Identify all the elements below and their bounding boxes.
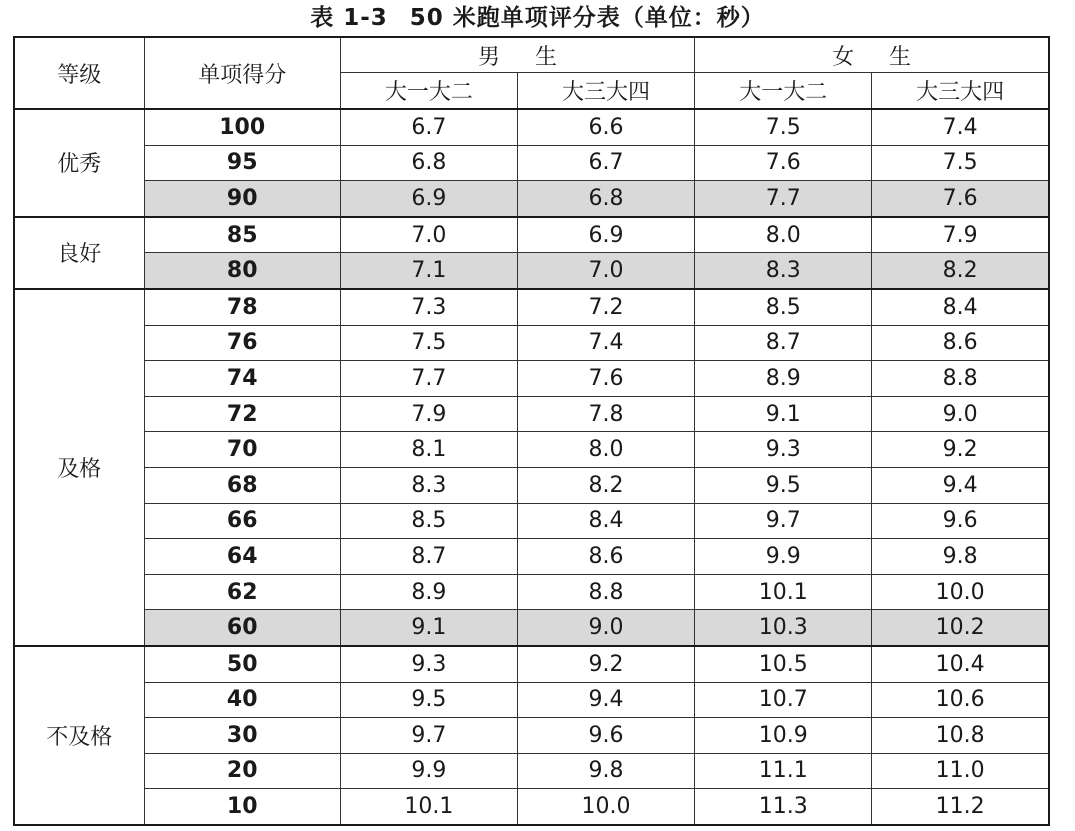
table-row: [14, 289, 1049, 325]
score-cell: 74: [144, 361, 340, 397]
header-score: 单项得分: [144, 37, 340, 109]
score-cell: 10: [144, 789, 340, 825]
female-year34-cell: 7.6: [872, 181, 1049, 217]
score-cell: 64: [144, 539, 340, 575]
level-group: [14, 289, 1049, 646]
header-female: 女 生: [695, 37, 1049, 73]
female-year12-cell: 10.9: [695, 718, 872, 754]
level-group: [14, 217, 1049, 289]
male-year12-cell: 9.3: [340, 646, 517, 682]
male-year34-cell: 9.8: [517, 753, 694, 789]
male-year12-cell: 7.5: [340, 325, 517, 361]
level-cell: 良好: [14, 217, 144, 289]
male-year12-cell: 9.1: [340, 610, 517, 646]
header-male-year34: 大三大四: [517, 73, 694, 110]
level-cell: 及格: [14, 289, 144, 646]
table-row: [14, 539, 1049, 575]
score-cell: 90: [144, 181, 340, 217]
table-row: [14, 789, 1049, 825]
male-year34-cell: 7.4: [517, 325, 694, 361]
male-year34-cell: 6.9: [517, 217, 694, 253]
male-year12-cell: 9.7: [340, 718, 517, 754]
score-cell: 85: [144, 217, 340, 253]
female-year34-cell: 7.4: [872, 109, 1049, 145]
female-year34-cell: 7.9: [872, 217, 1049, 253]
table-row: [14, 181, 1049, 217]
male-year12-cell: 8.3: [340, 467, 517, 503]
header-level: 等级: [14, 37, 144, 109]
score-cell: 78: [144, 289, 340, 325]
female-year34-cell: 8.2: [872, 253, 1049, 289]
male-year12-cell: 10.1: [340, 789, 517, 825]
table-row: [14, 682, 1049, 718]
table-row: [14, 217, 1049, 253]
female-year12-cell: 9.3: [695, 432, 872, 468]
female-year34-cell: 10.2: [872, 610, 1049, 646]
male-year12-cell: 6.9: [340, 181, 517, 217]
level-cell: 优秀: [14, 109, 144, 217]
table-header: [14, 37, 1049, 109]
female-year34-cell: 7.5: [872, 145, 1049, 181]
female-year34-cell: 9.4: [872, 467, 1049, 503]
female-year12-cell: 7.7: [695, 181, 872, 217]
header-female-year12: 大一大二: [695, 73, 872, 110]
score-cell: 60: [144, 610, 340, 646]
score-cell: 30: [144, 718, 340, 754]
male-year34-cell: 9.0: [517, 610, 694, 646]
score-cell: 80: [144, 253, 340, 289]
female-year34-cell: 9.8: [872, 539, 1049, 575]
table-row: [14, 396, 1049, 432]
male-year34-cell: 6.8: [517, 181, 694, 217]
male-year12-cell: 8.1: [340, 432, 517, 468]
female-year34-cell: 9.6: [872, 503, 1049, 539]
female-year34-cell: 8.8: [872, 361, 1049, 397]
male-year12-cell: 8.9: [340, 574, 517, 610]
level-group: [14, 109, 1049, 217]
table-row: [14, 253, 1049, 289]
table-row: [14, 718, 1049, 754]
female-year34-cell: 11.0: [872, 753, 1049, 789]
female-year12-cell: 8.7: [695, 325, 872, 361]
male-year34-cell: 8.8: [517, 574, 694, 610]
female-year12-cell: 8.5: [695, 289, 872, 325]
table-row: [14, 646, 1049, 682]
male-year12-cell: 6.7: [340, 109, 517, 145]
table-row: [14, 503, 1049, 539]
male-year12-cell: 7.9: [340, 396, 517, 432]
female-year34-cell: 9.2: [872, 432, 1049, 468]
score-cell: 62: [144, 574, 340, 610]
table-row: [14, 145, 1049, 181]
table-row: [14, 574, 1049, 610]
male-year34-cell: 9.4: [517, 682, 694, 718]
male-year12-cell: 9.9: [340, 753, 517, 789]
male-year12-cell: 7.7: [340, 361, 517, 397]
female-year12-cell: 10.3: [695, 610, 872, 646]
female-year12-cell: 11.1: [695, 753, 872, 789]
female-year34-cell: 8.4: [872, 289, 1049, 325]
female-year12-cell: 10.7: [695, 682, 872, 718]
male-year34-cell: 7.0: [517, 253, 694, 289]
table-row: [14, 325, 1049, 361]
male-year34-cell: 8.4: [517, 503, 694, 539]
header-male: 男 生: [340, 37, 694, 73]
female-year12-cell: 11.3: [695, 789, 872, 825]
level-group: [14, 646, 1049, 825]
score-cell: 100: [144, 109, 340, 145]
score-cell: 95: [144, 145, 340, 181]
header-male-year12: 大一大二: [340, 73, 517, 110]
female-year34-cell: 10.0: [872, 574, 1049, 610]
male-year34-cell: 7.6: [517, 361, 694, 397]
female-year12-cell: 10.5: [695, 646, 872, 682]
score-cell: 20: [144, 753, 340, 789]
score-cell: 70: [144, 432, 340, 468]
male-year12-cell: 6.8: [340, 145, 517, 181]
female-year12-cell: 7.6: [695, 145, 872, 181]
female-year12-cell: 8.0: [695, 217, 872, 253]
male-year12-cell: 9.5: [340, 682, 517, 718]
header-female-year34: 大三大四: [872, 73, 1049, 110]
score-cell: 50: [144, 646, 340, 682]
score-cell: 40: [144, 682, 340, 718]
score-table: [13, 36, 1050, 826]
female-year34-cell: 10.8: [872, 718, 1049, 754]
female-year12-cell: 9.1: [695, 396, 872, 432]
male-year12-cell: 7.0: [340, 217, 517, 253]
score-cell: 68: [144, 467, 340, 503]
level-cell: 不及格: [14, 646, 144, 825]
female-year12-cell: 9.7: [695, 503, 872, 539]
female-year34-cell: 10.6: [872, 682, 1049, 718]
table-title: 50 米跑单项评分表（单位：秒）: [409, 5, 765, 31]
female-year34-cell: 11.2: [872, 789, 1049, 825]
female-year34-cell: 8.6: [872, 325, 1049, 361]
table-row: [14, 753, 1049, 789]
male-year34-cell: 9.6: [517, 718, 694, 754]
male-year12-cell: 7.1: [340, 253, 517, 289]
male-year34-cell: 9.2: [517, 646, 694, 682]
male-year34-cell: 8.0: [517, 432, 694, 468]
male-year34-cell: 8.6: [517, 539, 694, 575]
table-row: [14, 467, 1049, 503]
male-year34-cell: 7.2: [517, 289, 694, 325]
table-row: [14, 109, 1049, 145]
male-year34-cell: 6.6: [517, 109, 694, 145]
male-year34-cell: 7.8: [517, 396, 694, 432]
male-year34-cell: 6.7: [517, 145, 694, 181]
female-year12-cell: 7.5: [695, 109, 872, 145]
score-cell: 66: [144, 503, 340, 539]
score-cell: 72: [144, 396, 340, 432]
table-number: 表 1-3: [310, 5, 388, 31]
table-row: [14, 432, 1049, 468]
male-year12-cell: 8.7: [340, 539, 517, 575]
female-year12-cell: 10.1: [695, 574, 872, 610]
score-cell: 76: [144, 325, 340, 361]
female-year12-cell: 8.9: [695, 361, 872, 397]
female-year34-cell: 9.0: [872, 396, 1049, 432]
header-row-1: [14, 37, 1049, 73]
female-year12-cell: 9.9: [695, 539, 872, 575]
female-year12-cell: 8.3: [695, 253, 872, 289]
table-row: [14, 361, 1049, 397]
male-year12-cell: 7.3: [340, 289, 517, 325]
female-year34-cell: 10.4: [872, 646, 1049, 682]
male-year34-cell: 8.2: [517, 467, 694, 503]
female-year12-cell: 9.5: [695, 467, 872, 503]
male-year34-cell: 10.0: [517, 789, 694, 825]
male-year12-cell: 8.5: [340, 503, 517, 539]
table-caption: [0, 0, 1075, 36]
table-row: [14, 610, 1049, 646]
